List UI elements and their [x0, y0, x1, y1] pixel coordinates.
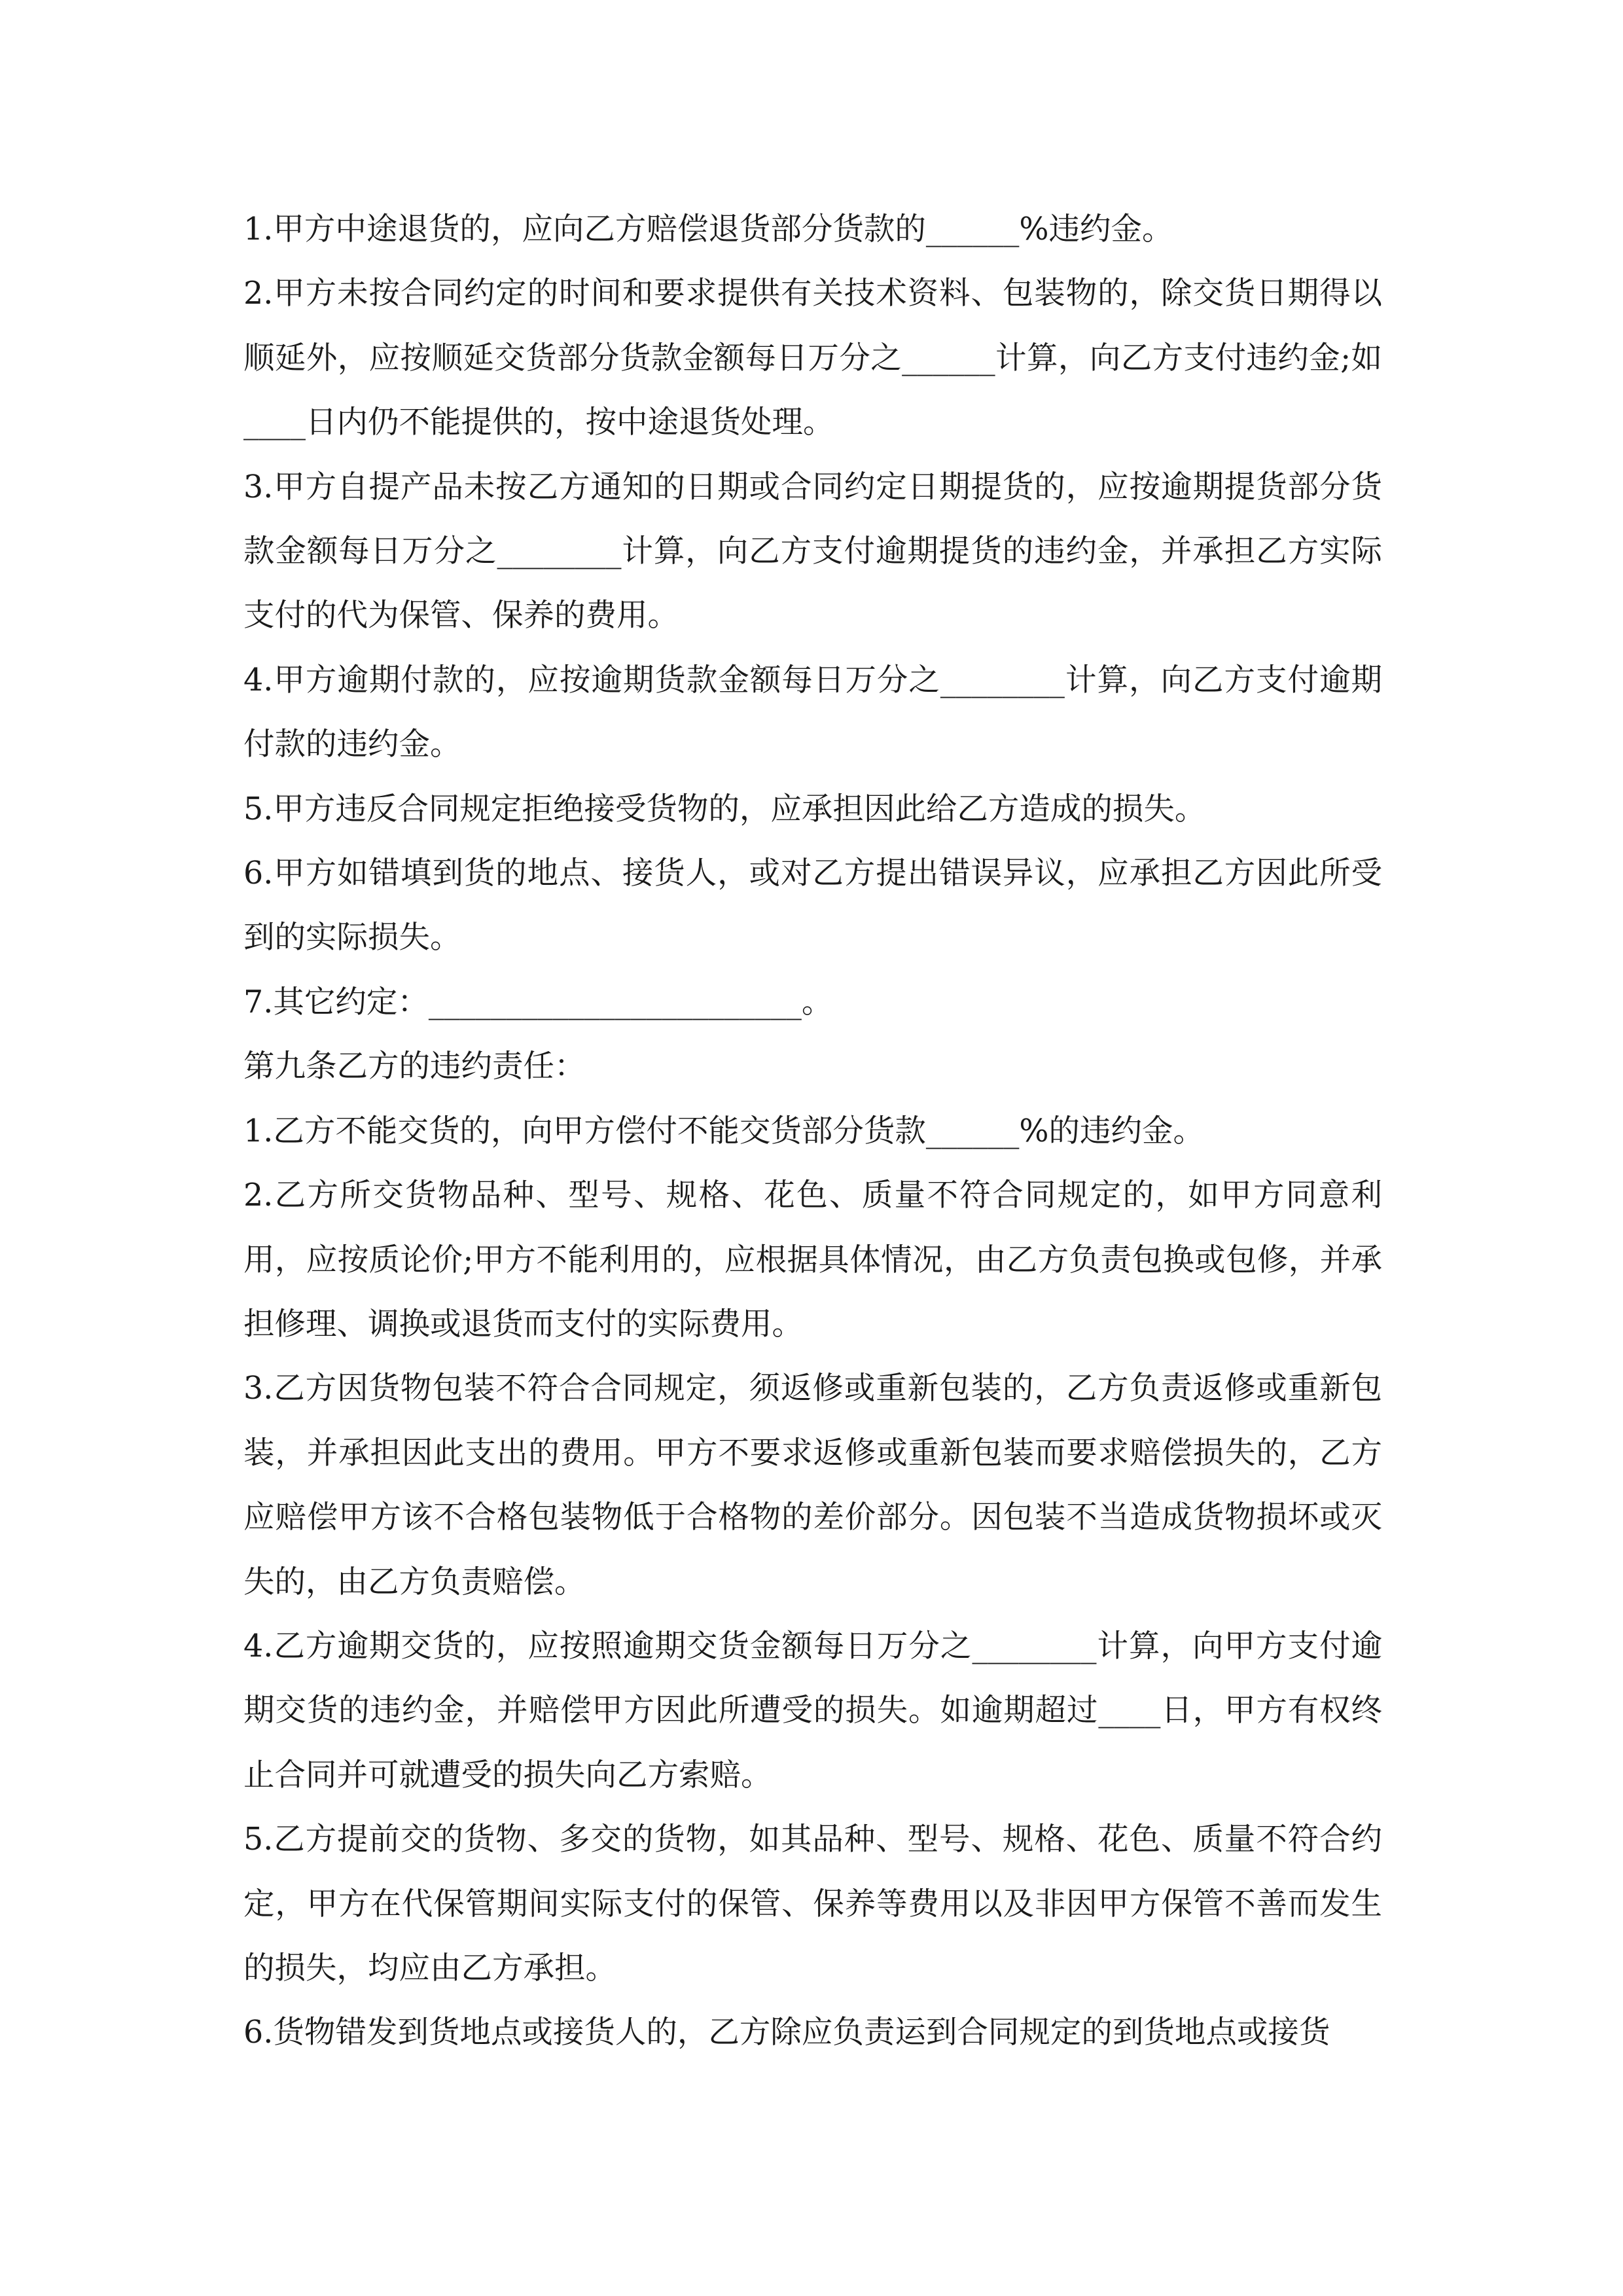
paragraph-a4: 4.甲方逾期付款的，应按逾期货款金额每日万分之________计算，向乙方支付逾期付款的违约金。 — [243, 662, 1382, 763]
document-body — [243, 198, 1382, 2066]
paragraph-a5: 5.甲方违反合同规定拒绝接受货物的，应承担因此给乙方造成的损失。 — [243, 791, 1206, 827]
paragraph-a3: 3.甲方自提产品未按乙方通知的日期或合同约定日期提货的，应按逾期提货部分货款金额每日万分之________计算，向乙方支付逾期提货的违约金，并承担乙方实际支付的代为保管、保养的费用。 — [243, 469, 1382, 634]
paragraph-b1: 1.乙方不能交货的，向甲方偿付不能交货部分货款______%的违约金。 — [243, 1113, 1204, 1149]
paragraph-a7: 7.其它约定：________________________。 — [243, 984, 833, 1020]
paragraph-b3: 3.乙方因货物包装不符合合同规定，须返修或重新包装的，乙方负责返修或重新包装，并承担因此支出的费用。甲方不要求返修或重新包装而要求赔偿损失的，乙方应赔偿甲方该不合格包装物低于合格物的差价部分。因包装不当造成货物损坏或灭失的，由乙方负责赔偿。 — [243, 1371, 1382, 1600]
paragraph-a2: 2.甲方未按合同约定的时间和要求提供有关技术资料、包装物的，除交货日期得以顺延外，应按顺延交货部分货款金额每日万分之______计算，向乙方支付违约金;如____日内仍不能提供的，按中途退货处理。 — [243, 276, 1382, 441]
paragraph-b2: 2.乙方所交货物品种、型号、规格、花色、质量不符合同规定的，如甲方同意利用，应按质论价;甲方不能利用的，应根据具体情况，由乙方负责包换或包修，并承担修理、调换或退货而支付的实际费用。 — [243, 1177, 1382, 1342]
paragraph-a1: 1.甲方中途退货的，应向乙方赔偿退货部分货款的______%违约金。 — [243, 211, 1173, 247]
section-heading-article-9: 第九条乙方的违约责任： — [243, 1049, 586, 1085]
paragraph-b5: 5.乙方提前交的货物、多交的货物，如其品种、型号、规格、花色、质量不符合约定，甲方在代保管期间实际支付的保管、保养等费用以及非因甲方保管不善而发生的损失，均应由乙方承担。 — [243, 1821, 1382, 1986]
paragraph-a6: 6.甲方如错填到货的地点、接货人，或对乙方提出错误异议，应承担乙方因此所受到的实际损失。 — [243, 855, 1382, 956]
paragraph-b4: 4.乙方逾期交货的，应按照逾期交货金额每日万分之________计算，向甲方支付逾期交货的违约金，并赔偿甲方因此所遭受的损失。如逾期超过____日，甲方有权终止合同并可就遭受的损失向乙方索赔。 — [243, 1628, 1382, 1793]
paragraph-b6: 6.货物错发到货地点或接货人的，乙方除应负责运到合同规定的到货地点或接货 — [243, 2015, 1330, 2051]
